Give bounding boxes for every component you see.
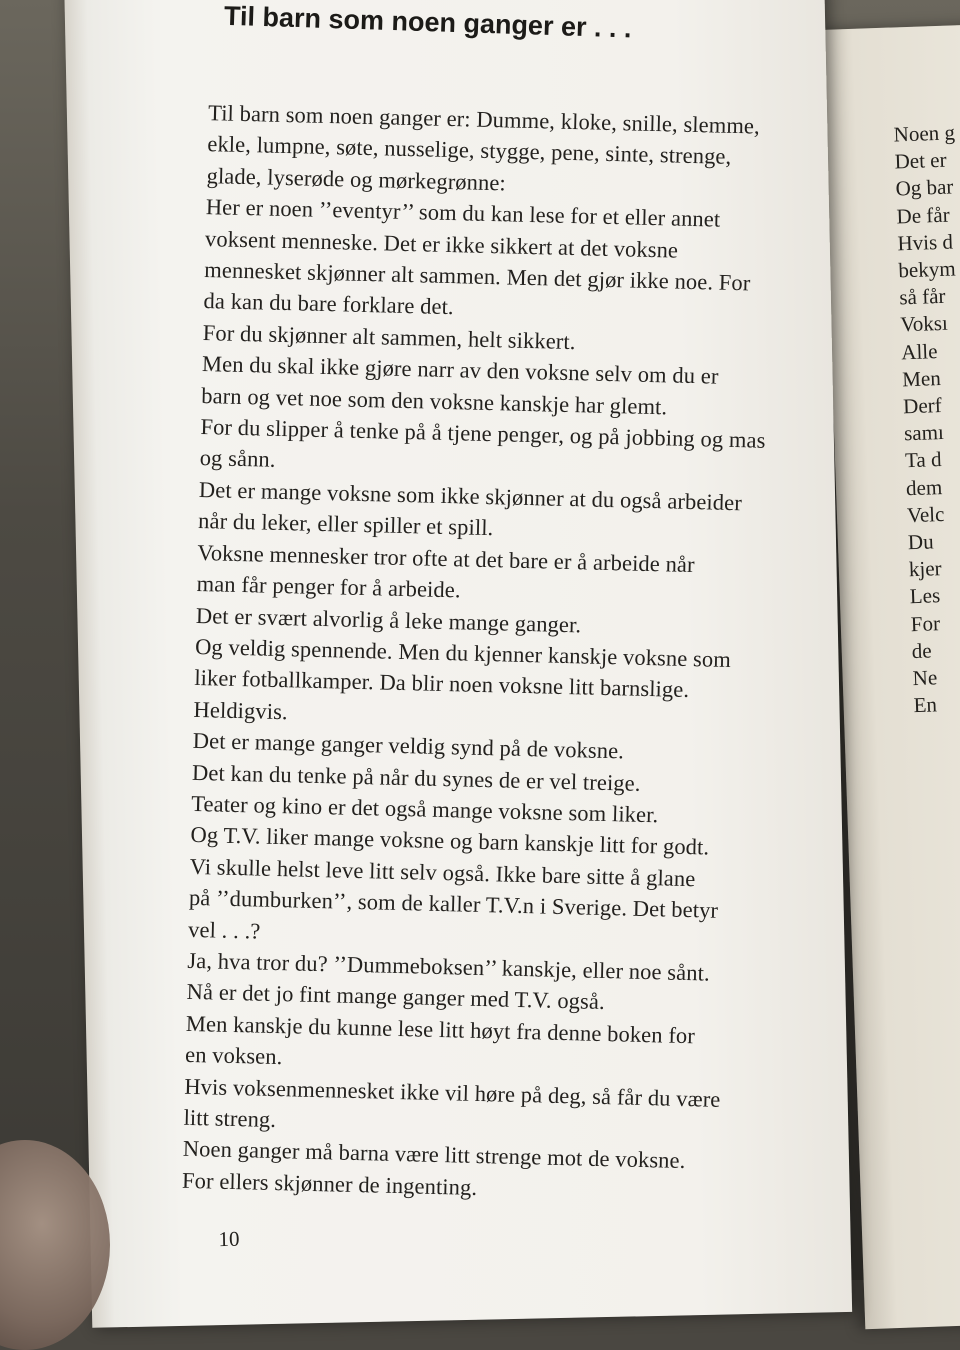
text-line: Noen ganger må barna være litt strenge mot de voksne. bbox=[182, 1136, 686, 1174]
facing-page-line: dem bbox=[905, 474, 943, 500]
text-line: ekle, lumpne, søte, nusselige, stygge, pene, sinte, strenge, bbox=[207, 131, 732, 170]
text-line: mennesket skjønner alt sammen. Men det gjør ikke noe. For bbox=[204, 257, 751, 296]
text-line: Ja, hva tror du? ’’Dummeboksen’’ kanskje, eller noe sånt. bbox=[187, 947, 711, 986]
facing-page-line: bekym bbox=[898, 256, 956, 283]
text-line: glade, lyserøde og mørkegrønne: bbox=[206, 162, 507, 196]
text-line: Det er mange ganger veldig synd på de voksne. bbox=[192, 728, 625, 764]
text-line: Voksne mennesker tror ofte at det bare er å arbeide når bbox=[197, 539, 695, 577]
facing-page-line: Ta d bbox=[904, 447, 942, 473]
facing-page-line: samı bbox=[903, 420, 945, 446]
text-line: vel . . .? bbox=[187, 916, 261, 944]
facing-page-line: De får bbox=[896, 202, 950, 229]
page-heading: Til barn som noen ganger er . . . bbox=[223, 0, 632, 44]
text-line: Og T.V. liker mange voksne og barn kanskje litt for godt. bbox=[190, 822, 710, 860]
text-line: og sånn. bbox=[199, 445, 276, 473]
text-line: Teater og kino er det også mange voksne som liker. bbox=[191, 790, 659, 828]
facing-page-line: Les bbox=[909, 583, 941, 609]
facing-page-line: så får bbox=[898, 284, 946, 310]
text-line: voksent menneske. Det er ikke sikkert at det voksne bbox=[204, 225, 679, 263]
text-line: på ’’dumburken’’, som de kaller T.V.n i Sverige. Det betyr bbox=[188, 885, 719, 923]
facing-page-line: Velc bbox=[906, 501, 945, 528]
text-line: Men du skal ikke gjøre narr av den voksne selv om du er bbox=[201, 351, 719, 389]
text-line: litt streng. bbox=[183, 1104, 277, 1133]
page-number: 10 bbox=[218, 1226, 240, 1252]
body-text bbox=[182, 97, 819, 1211]
facing-page-line: Derf bbox=[902, 393, 943, 419]
facing-page-line: Men bbox=[901, 365, 942, 392]
text-line: Heldigvis. bbox=[193, 696, 289, 724]
text-line: liker fotballkamper. Da blir noen voksne litt barnslige. bbox=[194, 665, 690, 703]
facing-page-line: Noen g bbox=[893, 120, 956, 147]
text-line: Det kan du tenke på når du synes de er vel treige. bbox=[191, 759, 641, 796]
facing-page-line: For bbox=[910, 610, 941, 636]
facing-page-line: de bbox=[911, 638, 932, 664]
text-line: en voksen. bbox=[184, 1042, 283, 1070]
facing-page-line: Hvis d bbox=[897, 229, 954, 256]
facing-page-line: Alle bbox=[900, 338, 938, 364]
text-line: man får penger for å arbeide. bbox=[196, 571, 461, 603]
text-line: Her er noen ’’eventyr’’ som du kan lese for et eller annet bbox=[205, 194, 721, 232]
text-line: Men kanskje du kunne lese litt høyt fra denne boken for bbox=[185, 1010, 696, 1049]
text-line: Til barn som noen ganger er: Dumme, kloke, snille, slemme, bbox=[207, 100, 761, 139]
text-line: For du skjønner alt sammen, helt sikkert. bbox=[202, 319, 576, 354]
facing-page-line: En bbox=[913, 692, 938, 718]
text-line: Det er mange voksne som ikke skjønner at du også arbeider bbox=[198, 476, 743, 516]
facing-page-line: Du bbox=[907, 529, 935, 555]
facing-page-text bbox=[893, 119, 960, 719]
facing-page-line: kjer bbox=[908, 556, 942, 582]
text-line: For ellers skjønner de ingenting. bbox=[181, 1167, 478, 1200]
facing-page-line: Voksı bbox=[899, 311, 949, 337]
text-line: Og veldig spennende. Men du kjenner kanskje voksne som bbox=[194, 633, 732, 672]
text-line: barn og vet noe som den voksne kanskje har glemt. bbox=[200, 382, 668, 420]
text-line: Hvis voksenmennesket ikke vil høre på deg, så får du være bbox=[184, 1073, 721, 1112]
text-line: da kan du bare forklare det. bbox=[203, 288, 455, 320]
facing-page-line: Det er bbox=[894, 147, 947, 174]
text-line: For du slipper å tenke på å tjene penger, og på jobbing og mas bbox=[200, 414, 766, 453]
text-line: Vi skulle helst leve litt selv også. Ikke bare sitte å glane bbox=[189, 853, 696, 891]
text-line: Nå er det jo fint mange ganger med T.V. også. bbox=[186, 979, 606, 1015]
text-line: Det er svært alvorlig å leke mange ganger. bbox=[195, 602, 582, 637]
text-line: når du leker, eller spiller et spill. bbox=[197, 508, 494, 541]
facing-page-line: Ne bbox=[912, 665, 938, 691]
book-page bbox=[64, 0, 852, 1328]
facing-page-line: Og bar bbox=[895, 174, 954, 201]
